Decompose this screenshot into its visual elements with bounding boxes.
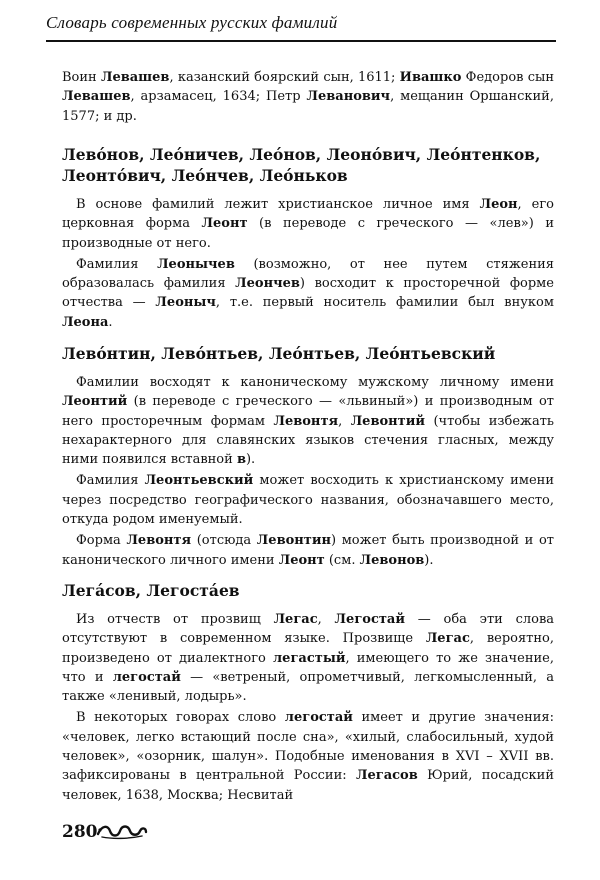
bold-term: Легасов: [355, 768, 418, 784]
text-run: может восходить к христианскому имени через посредство географического названия, обозначавшего место, откуда родом именуемый.: [62, 473, 554, 528]
text-run: Фамилии восходят к каноническому мужскому личному имени: [76, 375, 554, 390]
text-run: (в переводе с греческого — «лев») и производные от него.: [62, 216, 555, 251]
text-run: (см.: [324, 552, 360, 568]
flourish-ornament-icon: [96, 822, 148, 844]
bold-term: Леончев: [235, 276, 300, 292]
entry-paragraph: [62, 195, 554, 253]
bold-term: Левонтин: [256, 533, 331, 549]
entry-levontin: [62, 343, 554, 570]
text-run: ).: [245, 452, 256, 468]
bold-term: Левашев: [100, 70, 170, 85]
text-run: В некоторых говорах слово: [76, 710, 285, 726]
intro-paragraph-block: [62, 68, 554, 126]
text-run: Из отчеств от прозвищ: [76, 612, 274, 627]
text-run: ) может быть производной и от канонического личного имени: [62, 533, 554, 568]
text-run: имеет и другие значения: «человек, легко встающий после сна», «хилый, слабосильный, худой человек», «озорник, шалун». Подобные именования в XVI – XVII вв. зафиксированы в центральной России:: [62, 710, 554, 784]
entry-heading: Лево́нов, Лео́ничев, Лео́нов, Леоно́вич, Лео́нтенков, Леонто́вич, Лео́нчев, Лео́ньков: [62, 145, 541, 185]
bold-term: Легостай: [334, 612, 405, 627]
entry-paragraph: [62, 255, 554, 332]
bold-term: Леонт: [201, 216, 248, 232]
bold-term: Леона: [62, 314, 109, 330]
bold-term: Легас: [425, 631, 470, 647]
text-run: (отсюда: [191, 533, 257, 549]
text-run: , имеющего то же значение, что и: [62, 650, 554, 685]
bold-term: Леонтий: [62, 394, 128, 410]
text-run: (возможно, от нее путем стяжения образовалась фамилия: [62, 256, 554, 292]
text-run: ) восходит к просторечной форме отчества —: [62, 276, 554, 311]
text-run: ).: [424, 552, 434, 568]
text-run: ,: [338, 413, 351, 429]
bold-term: Леонычев: [157, 256, 235, 272]
text-run: Форма: [76, 533, 127, 549]
entry-paragraph: [62, 708, 554, 804]
bold-term: Леонтьевский: [144, 473, 254, 489]
text-run: — «ветреный, опрометчивый, легкомысленный, а также «ленивый, лодырь».: [62, 669, 554, 705]
bold-term: Левонтий: [350, 413, 426, 429]
text-run: В основе фамилий лежит христианское личное имя: [76, 197, 480, 212]
text-run: , мещанин Оршанский, 1577; и др.: [62, 89, 554, 124]
text-run: .: [108, 314, 113, 330]
entry-paragraph: [62, 610, 554, 706]
bold-term: Левонтя: [126, 533, 192, 549]
bold-term: Леванович: [306, 89, 391, 105]
text-run: , его церковная форма: [62, 197, 554, 232]
text-run: Фамилия: [76, 256, 158, 272]
text-run: Федоров сын: [461, 70, 554, 85]
bold-term: легостай: [112, 669, 181, 685]
entry-paragraph: [62, 471, 554, 529]
text-run: Юрий, посадский человек, 1638, Москва; Несвитай: [62, 768, 555, 803]
text-run: — оба эти слова отсутствуют в современном языке. Прозвище: [62, 612, 555, 647]
text-run: , арзамасец, 1634; Петр: [130, 89, 307, 105]
entry-paragraph: [62, 531, 554, 570]
page-number: 280: [62, 822, 98, 842]
bold-term: Левашев: [62, 89, 131, 105]
bold-term: легастый: [273, 650, 346, 666]
entry-heading: Лега́сов, Легоста́ев: [62, 581, 240, 600]
bold-term: легостай: [284, 710, 353, 726]
text-run: , вероятно, произведено от диалектного: [62, 631, 554, 666]
bold-term: Леон: [479, 197, 518, 212]
text-run: (чтобы избежать нехарактерного для славянских языков стечения гласных, между ними появился вставной: [62, 413, 554, 468]
entry-paragraph: [62, 373, 554, 469]
text-run: ,: [317, 612, 335, 627]
bold-term: Ивашко: [399, 70, 462, 85]
bold-term: Леонт: [278, 552, 325, 568]
text-run: (в переводе с греческого — «львиный») и производным от него просторечным формам: [62, 394, 554, 429]
text-run: , казанский боярский сын, 1611;: [169, 70, 400, 85]
text-run: , т.е. первый носитель фамилии был внуком: [215, 295, 554, 311]
entry-legasov: [62, 580, 554, 805]
bold-term: в: [236, 452, 246, 468]
entry-heading: Лево́нтин, Лево́нтьев, Лео́нтьев, Лео́нтьевский: [62, 344, 496, 363]
bold-term: Левонтя: [273, 413, 339, 429]
text-run: Воин: [62, 70, 101, 85]
header-rule: [46, 40, 556, 42]
text-run: Фамилия: [76, 473, 145, 489]
bold-term: Легас: [273, 612, 318, 627]
bold-term: Левонов: [359, 552, 425, 568]
bold-term: Леоныч: [155, 295, 216, 311]
intro-paragraph: [62, 68, 554, 126]
entry-levonov: [62, 144, 554, 332]
running-head: Словарь современных русских фамилий: [46, 13, 338, 32]
